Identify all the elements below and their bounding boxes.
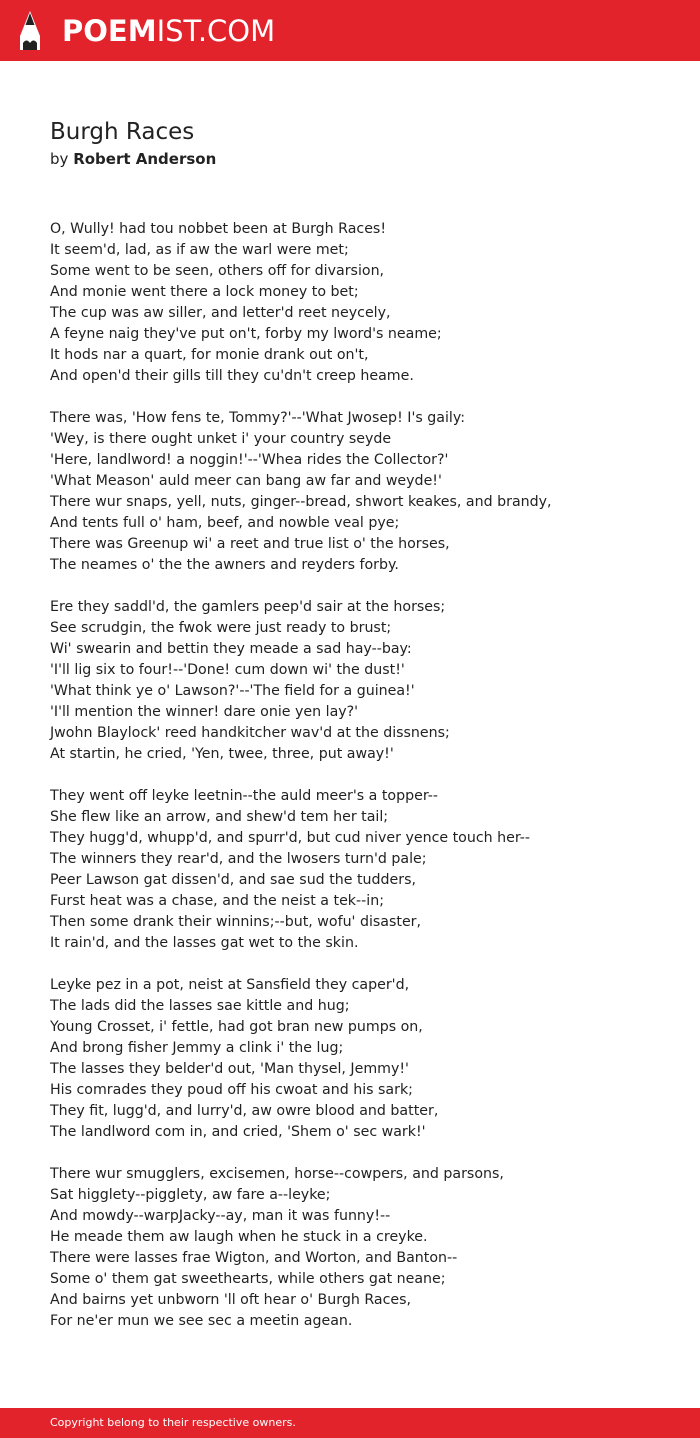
poem-line: The neames o' the the awners and reyders forby. [50,557,399,573]
poem-stanza [50,408,670,576]
poem-line: Sat higglety--pigglety, aw fare a--leyke; [50,1187,331,1203]
poem-stanza [50,786,670,954]
poem-line: The cup was aw siller, and letter'd reet neycely, [50,305,391,321]
poem-line: 'I'll mention the winner! dare onie yen lay?' [50,704,359,720]
poem-line: 'Here, landlword! a noggin!'--'Whea rides the Collector?' [50,452,449,468]
poem-line: 'What think ye o' Lawson?'--'The field for a guinea!' [50,683,415,699]
poem-line: And brong fisher Jemmy a clink i' the lug; [50,1040,344,1056]
poem-line: They fit, lugg'd, and lurry'd, aw owre blood and batter, [50,1103,439,1119]
poem-line: His comrades they poud off his cwoat and his sark; [50,1082,413,1098]
poem-line: They went off leyke leetnin--the auld meer's a topper-- [50,788,438,804]
poem-line: Some o' them gat sweethearts, while others gat neane; [50,1271,446,1287]
poem-stanza [50,1164,670,1332]
poem-line: They hugg'd, whupp'd, and spurr'd, but cud niver yence touch her-- [50,830,531,846]
pencil-tip-icon[interactable] [18,10,42,52]
poem-line: And bairns yet unbworn 'll oft hear o' Burgh Races, [50,1292,412,1308]
poem-byline [50,148,216,170]
poem-line: There was, 'How fens te, Tommy?'--'What Jwosep! I's gaily: [50,410,465,426]
poem-stanza [50,219,670,387]
poem-line: It rain'd, and the lasses gat wet to the skin. [50,935,359,951]
logo-text-light: IST.COM [156,14,276,48]
poem-line: Some went to be seen, others off for divarsion, [50,263,385,279]
poem-line: And tents full o' ham, beef, and nowble veal pye; [50,515,400,531]
poem-line: O, Wully! had tou nobbet been at Burgh Races! [50,221,387,237]
poem-line: The lads did the lasses sae kittle and hug; [50,998,350,1014]
poem-line: Wi' swearin and bettin they meade a sad hay--bay: [50,641,412,657]
poem-line: She flew like an arrow, and shew'd tem her tail; [50,809,389,825]
logo-text-strong: POEM [62,14,157,48]
poem-line: 'Wey, is there ought unket i' your country seyde [50,431,392,447]
poem-line: It hods nar a quart, for monie drank out on't, [50,347,369,363]
poem-line: Ere they saddl'd, the gamlers peep'd sair at the horses; [50,599,446,615]
poem-line: And monie went there a lock money to bet; [50,284,359,300]
site-header [0,0,700,61]
poem-line: The lasses they belder'd out, 'Man thysel, Jemmy!' [50,1061,409,1077]
site-logo[interactable] [62,11,275,51]
poem-line: Young Crosset, i' fettle, had got bran new pumps on, [50,1019,423,1035]
poem-line: There was Greenup wi' a reet and true list o' the horses, [50,536,450,552]
by-label: by [50,150,69,168]
poem-line: The winners they rear'd, and the lwosers turn'd pale; [50,851,427,867]
poem-author: Robert Anderson [73,150,217,168]
copyright-text: Copyright belong to their respective owners. [50,1416,296,1429]
poem-line: A feyne naig they've put on't, forby my lword's neame; [50,326,442,342]
poem-body [50,219,670,1353]
poem-line: Then some drank their winnins;--but, wofu' disaster, [50,914,422,930]
poem-line: There wur smugglers, excisemen, horse--cowpers, and parsons, [50,1166,504,1182]
poem-line: Leyke pez in a pot, neist at Sansfield they caper'd, [50,977,410,993]
poem-line: The landlword com in, and cried, 'Shem o' sec wark!' [50,1124,426,1140]
site-footer [0,1408,700,1438]
poem-line: For ne'er mun we see sec a meetin agean. [50,1313,353,1329]
poem-line: 'What Meason' auld meer can bang aw far and weyde!' [50,473,442,489]
poem-line: At startin, he cried, 'Yen, twee, three, put away!' [50,746,394,762]
poem-line: And mowdy--warpJacky--ay, man it was funny!-- [50,1208,391,1224]
poem-line: 'I'll lig six to four!--'Done! cum down wi' the dust!' [50,662,405,678]
poem-line: See scrudgin, the fwok were just ready to brust; [50,620,392,636]
poem-line: Furst heat was a chase, and the neist a tek--in; [50,893,384,909]
poem-stanza [50,975,670,1143]
poem-line: Jwohn Blaylock' reed handkitcher wav'd at the dissnens; [50,725,450,741]
poem-title: Burgh Races [50,119,195,145]
poem-line: There wur snaps, yell, nuts, ginger--bread, shwort keakes, and brandy, [50,494,552,510]
poem-line: And open'd their gills till they cu'dn't creep heame. [50,368,414,384]
poem-line: It seem'd, lad, as if aw the warl were met; [50,242,349,258]
poem-line: There were lasses frae Wigton, and Worton, and Banton-- [50,1250,458,1266]
poem-line: He meade them aw laugh when he stuck in a creyke. [50,1229,428,1245]
poem-stanza [50,597,670,765]
poem-line: Peer Lawson gat dissen'd, and sae sud the tudders, [50,872,417,888]
